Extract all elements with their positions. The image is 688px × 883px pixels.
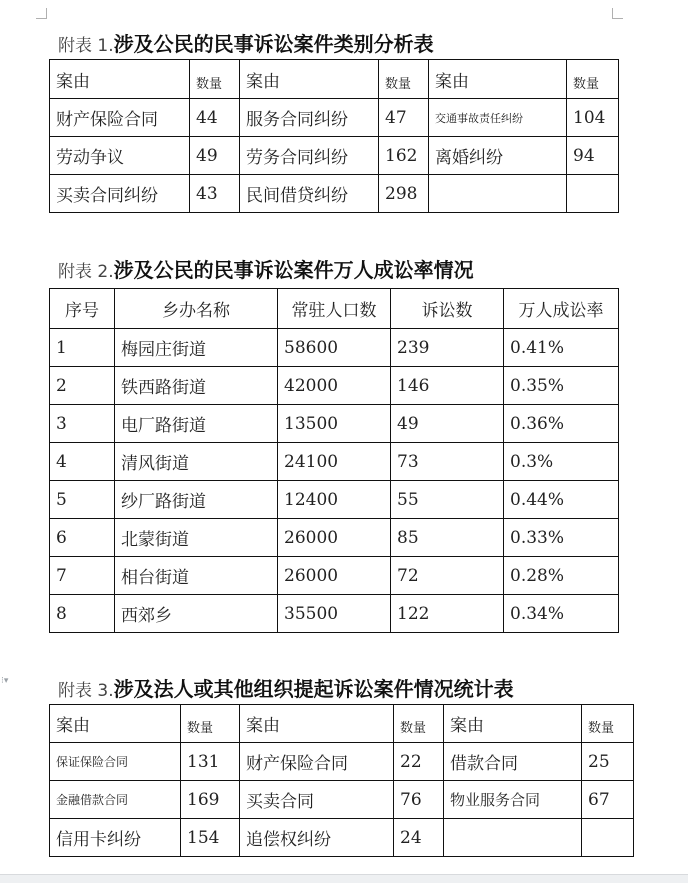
table2-cell: 1 xyxy=(50,329,115,367)
table3 xyxy=(49,704,634,857)
table3-cell: 借款合同 xyxy=(444,743,582,781)
table2-cell: 8 xyxy=(50,595,115,633)
table3-cell: 24 xyxy=(394,819,444,857)
table2-cell: 55 xyxy=(391,481,504,519)
table1-cell xyxy=(429,175,567,213)
table-row xyxy=(50,819,634,857)
table2-cell: 6 xyxy=(50,519,115,557)
table2-cell: 西郊乡 xyxy=(115,595,278,633)
table2 xyxy=(49,288,619,633)
table2-cell: 0.33% xyxy=(504,519,619,557)
table2-cell: 26000 xyxy=(278,519,391,557)
table2-cell: 相台街道 xyxy=(115,557,278,595)
table1-header-row xyxy=(50,60,619,99)
table-row xyxy=(50,329,619,367)
table3-cell xyxy=(444,819,582,857)
table1-cell: 49 xyxy=(190,137,240,175)
table3-cell: 67 xyxy=(582,781,634,819)
table1-cell: 94 xyxy=(567,137,619,175)
table-row xyxy=(50,595,619,633)
table3-cell: 131 xyxy=(181,743,240,781)
table1-cell: 44 xyxy=(190,99,240,137)
table1-header-qty-2: 数量 xyxy=(379,60,429,99)
table1-caption-title: 涉及公民的民事诉讼案件类别分析表 xyxy=(113,32,434,56)
table1-header-cause-2: 案由 xyxy=(240,60,379,99)
table1-caption-prefix: 附表 1. xyxy=(58,36,114,56)
table1-cell: 劳务合同纠纷 xyxy=(240,137,379,175)
table3-header-row xyxy=(50,705,634,743)
table2-cell: 3 xyxy=(50,405,115,443)
table3-caption xyxy=(58,676,514,704)
table2-cell: 239 xyxy=(391,329,504,367)
table-row xyxy=(50,405,619,443)
table2-cell: 0.36% xyxy=(504,405,619,443)
table2-header-rate: 万人成讼率 xyxy=(504,289,619,329)
table1-caption xyxy=(58,31,434,59)
page-corner-mark-left xyxy=(36,8,47,19)
table1-cell: 43 xyxy=(190,175,240,213)
table2-cell: 铁西路街道 xyxy=(115,367,278,405)
table-row xyxy=(50,137,619,175)
table3-header-qty-3: 数量 xyxy=(582,705,634,743)
table2-cell: 0.3% xyxy=(504,443,619,481)
table3-cell: 信用卡纠纷 xyxy=(50,819,181,857)
table2-cell: 0.28% xyxy=(504,557,619,595)
table1-cell: 162 xyxy=(379,137,429,175)
table1-cell: 买卖合同纠纷 xyxy=(50,175,190,213)
table1-cell: 298 xyxy=(379,175,429,213)
table-row xyxy=(50,443,619,481)
table1-header-qty-3: 数量 xyxy=(567,60,619,99)
table2-cell: 85 xyxy=(391,519,504,557)
table3-cell: 追偿权纠纷 xyxy=(240,819,394,857)
table-row xyxy=(50,519,619,557)
table2-cell: 146 xyxy=(391,367,504,405)
table3-header-cause-2: 案由 xyxy=(240,705,394,743)
table2-cell: 北蒙街道 xyxy=(115,519,278,557)
table3-cell: 保证保险合同 xyxy=(50,743,181,781)
table2-cell: 12400 xyxy=(278,481,391,519)
table2-header-index: 序号 xyxy=(50,289,115,329)
table3-cell: 物业服务合同 xyxy=(444,781,582,819)
table2-caption-prefix: 附表 2. xyxy=(58,262,114,282)
table1-header-qty-1: 数量 xyxy=(190,60,240,99)
table1-cell: 离婚纠纷 xyxy=(429,137,567,175)
table2-cell: 2 xyxy=(50,367,115,405)
table-row xyxy=(50,743,634,781)
table3-cell: 76 xyxy=(394,781,444,819)
table3-cell: 25 xyxy=(582,743,634,781)
table1-cell: 劳动争议 xyxy=(50,137,190,175)
table3-header-cause-3: 案由 xyxy=(444,705,582,743)
table3-cell: 169 xyxy=(181,781,240,819)
table3-cell: 金融借款合同 xyxy=(50,781,181,819)
table-row xyxy=(50,99,619,137)
table2-cell: 5 xyxy=(50,481,115,519)
table3-cell: 买卖合同 xyxy=(240,781,394,819)
page-corner-mark-right xyxy=(612,8,623,19)
table1-cell: 47 xyxy=(379,99,429,137)
table2-cell: 73 xyxy=(391,443,504,481)
table2-cell: 纱厂路街道 xyxy=(115,481,278,519)
table2-cell: 7 xyxy=(50,557,115,595)
table2-cell: 4 xyxy=(50,443,115,481)
table3-header-qty-1: 数量 xyxy=(181,705,240,743)
table2-cell: 0.41% xyxy=(504,329,619,367)
table2-header-population: 常驻人口数 xyxy=(278,289,391,329)
table2-cell: 0.44% xyxy=(504,481,619,519)
table-row xyxy=(50,175,619,213)
table-row xyxy=(50,367,619,405)
table2-cell: 72 xyxy=(391,557,504,595)
table2-cell: 梅园庄街道 xyxy=(115,329,278,367)
table3-cell: 22 xyxy=(394,743,444,781)
table2-cell: 0.34% xyxy=(504,595,619,633)
table2-cell: 58600 xyxy=(278,329,391,367)
table1 xyxy=(49,59,619,213)
table3-caption-prefix: 附表 3. xyxy=(58,681,114,701)
table2-cell: 35500 xyxy=(278,595,391,633)
table2-header-district: 乡办名称 xyxy=(115,289,278,329)
table2-header-lawsuits: 诉讼数 xyxy=(391,289,504,329)
table3-cell: 财产保险合同 xyxy=(240,743,394,781)
table2-cell: 122 xyxy=(391,595,504,633)
table1-cell: 民间借贷纠纷 xyxy=(240,175,379,213)
table2-cell: 24100 xyxy=(278,443,391,481)
table1-cell: 财产保险合同 xyxy=(50,99,190,137)
table1-cell: 交通事故责任纠纷 xyxy=(429,99,567,137)
table1-cell xyxy=(567,175,619,213)
table1-header-cause-1: 案由 xyxy=(50,60,190,99)
table1-cell: 104 xyxy=(567,99,619,137)
table3-cell xyxy=(582,819,634,857)
table-row xyxy=(50,781,634,819)
table1-cell: 服务合同纠纷 xyxy=(240,99,379,137)
table2-header-row xyxy=(50,289,619,329)
table3-header-qty-2: 数量 xyxy=(394,705,444,743)
table-row xyxy=(50,481,619,519)
paragraph-anchor-icon: ⁝▾ xyxy=(1,676,9,686)
table2-caption xyxy=(58,257,474,285)
table2-cell: 42000 xyxy=(278,367,391,405)
table3-cell: 154 xyxy=(181,819,240,857)
table2-cell: 电厂路街道 xyxy=(115,405,278,443)
table2-cell: 26000 xyxy=(278,557,391,595)
table2-cell: 清风街道 xyxy=(115,443,278,481)
table2-caption-title: 涉及公民的民事诉讼案件万人成讼率情况 xyxy=(113,258,474,282)
table1-header-cause-3: 案由 xyxy=(429,60,567,99)
table3-header-cause-1: 案由 xyxy=(50,705,181,743)
table-row xyxy=(50,557,619,595)
table2-cell: 0.35% xyxy=(504,367,619,405)
table2-cell: 13500 xyxy=(278,405,391,443)
table2-cell: 49 xyxy=(391,405,504,443)
table3-caption-title: 涉及法人或其他组织提起诉讼案件情况统计表 xyxy=(113,677,514,701)
